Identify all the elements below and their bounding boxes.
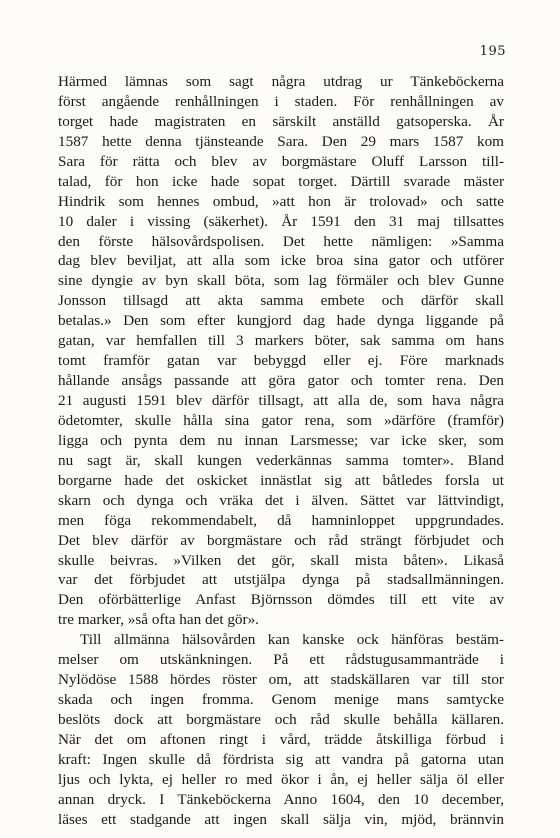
text-line: skada och ingen fromma. Genom menige mans samtycke (58, 691, 504, 709)
text-line: När det om aftonen ringt i vård, trädde åtskilliga förbud i (58, 730, 504, 748)
text-line: Nylödöse 1588 hördes röster om, att stadskällaren var till stor (58, 671, 504, 689)
body-text (58, 72, 504, 830)
text-line: betalas.» Den som efter kungjord dag hade dynga liggande på (58, 312, 504, 330)
text-line: sine dyngie av byn skall böta, som lag förmäler och blev Gunne (58, 272, 504, 290)
page-number: 195 (479, 44, 506, 59)
text-line: först angående renhållningen i staden. För renhållningen av (58, 92, 504, 110)
text-line: läses ett stadgande att ingen skall sälja vin, mjöd, brännvin (58, 810, 504, 828)
text-line: den förste hälsovårdspolisen. Det hette nämligen: »Samma (58, 232, 504, 250)
text-line: Jonsson tillsagd att akta samma embete och därför skall (58, 292, 504, 310)
text-line: 1587 hette denna tjänsteande Sara. Den 29 mars 1587 kom (58, 132, 504, 150)
text-line: ljus och lykta, ej heller ro med ökor i ån, ej heller sälja öl eller (58, 770, 504, 788)
text-line: annan dryck. I Tänkeböckerna Anno 1604, den 10 december, (58, 790, 504, 808)
text-line: skulle beivras. »Vilken det gör, skall mista båten». Likaså (58, 551, 504, 569)
text-line: tomt framför gatan var bebyggd eller ej. Före marknads (58, 352, 504, 370)
text-line: ödetomter, skulle hålla sina gator rena, som »därföre (framför) (58, 411, 504, 429)
text-line: Hindrik som hennes ombud, »att hon är trolovad» och satte (58, 192, 504, 210)
text-line: ligga och pynta dem nu innan Larsmesse; var icke sker, som (58, 431, 504, 449)
text-line: men föga rekommendabelt, då hamninloppet uppgrundades. (58, 511, 504, 529)
text-line: hållande ansågs passande att göra gator och tomter rena. Den (58, 372, 504, 390)
text-line: Det blev därför av borgmästare och råd strängt förbjudet och (58, 531, 504, 549)
text-line: Den oförbätterlige Anfast Björnsson dömdes till ett vite av (58, 591, 504, 609)
text-line: nu sagt är, skall kungen vederkännas samma tomter». Bland (58, 451, 504, 469)
text-line: torget hade magistraten en särskilt anställd gatsoperska. År (58, 112, 504, 130)
text-line: Härmed lämnas som sagt några utdrag ur Tänkeböckerna (58, 73, 504, 90)
text-line: Sara för rätta och blev av borgmästare Oluff Larsson till- (58, 152, 504, 170)
text-line: dag blev beviljat, att alla som icke broa sina gator och utförer (58, 252, 504, 270)
text-line: 10 daler i vissing (säkerhet). År 1591 den 31 maj tillsattes (58, 212, 504, 230)
text-line: Till allmänna hälsovården kan kanske ock hänföras bestäm- (80, 631, 504, 649)
text-line: skarn och dynga och vräka det i älven. Sättet var lättvindigt, (58, 491, 504, 509)
text-line: talad, för hon icke hade sopat torget. Därtill svarade mäster (58, 172, 504, 190)
text-line: gatan, var hemfallen till 3 markers böter, sak samma om hans (58, 332, 504, 350)
text-line: 21 augusti 1591 blev därför tillsagt, att alla de, som hava några (58, 392, 504, 409)
text-line: beslöts dock att borgmästare och råd skulle behålla källaren. (58, 711, 504, 728)
text-line: var det förbjudet att utstjälpa dynga på stadsallmänningen. (58, 571, 504, 589)
text-line: kraft: Ingen skulle då fördrista sig att vandra på gatorna utan (58, 750, 504, 768)
text-line: borgarne hade det oskicket innästlat sig att båtledes forsla ut (58, 471, 504, 489)
text-line: melser om utskänkningen. På ett rådstugusammanträde i (58, 651, 504, 669)
text-line: tre marker, »så ofta han det gör». (58, 611, 259, 629)
